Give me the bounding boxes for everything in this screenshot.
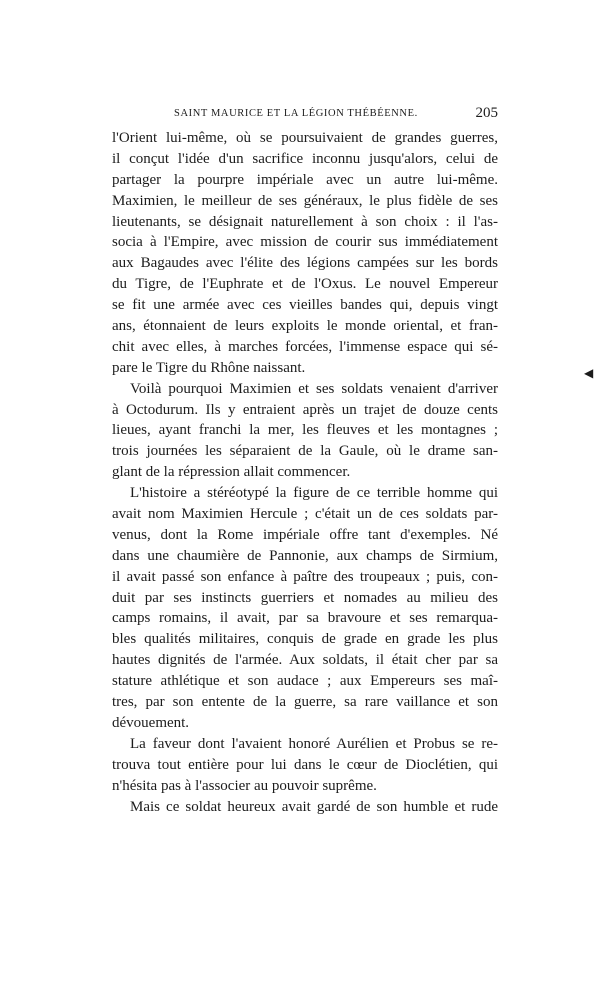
text-line: trouva tout entière pour lui dans le cœur de Dioclétien, qui <box>112 756 498 773</box>
text-line: bles qualités militaires, conquis de grade en grade les plus <box>112 631 498 648</box>
text-line: stature athlétique et son audace ; aux Empereurs ses maî- <box>112 673 498 690</box>
paragraph-end-line: pare le Tigre du Rhône naissant. <box>112 359 306 376</box>
text-line: hautes dignités de l'armée. Aux soldats, il était cher par sa <box>112 652 498 669</box>
text-line: lieutenants, se désignait naturellement à son choix : il l'as- <box>112 213 498 230</box>
paragraph-end-line: n'hésita pas à l'associer au pouvoir suprême. <box>112 777 377 794</box>
paragraph-start-line: Voilà pourquoi Maximien et ses soldats venaient d'arriver <box>130 380 498 397</box>
page-header <box>112 107 498 123</box>
text-line: du Tigre, de l'Euphrate et de l'Oxus. Le nouvel Empereur <box>112 276 498 293</box>
text-line: chit avec elles, à marches forcées, l'immense espace qui sé- <box>112 338 498 355</box>
paragraph-start-line: Mais ce soldat heureux avait gardé de son humble et rude <box>130 798 498 815</box>
text-line: dans une chaumière de Pannonie, aux champs de Sirmium, <box>112 547 498 564</box>
text-line: partager la pourpre impériale avec un autre lui-même. <box>112 171 498 188</box>
text-line: duit par ses instincts guerriers et nomades au milieu des <box>112 589 498 606</box>
text-line: lieues, ayant franchi la mer, les fleuves et les montagnes ; <box>112 422 498 439</box>
paragraph-start-line: La faveur dont l'avaient honoré Aurélien et Probus se re- <box>130 735 498 752</box>
text-line: trois journées les séparaient de la Gaule, où le drame san- <box>112 443 498 460</box>
text-line: venus, dont la Rome impériale offre tant d'exemples. Né <box>112 526 498 543</box>
text-line: camps romains, il avait, par sa bravoure et ses remarqua- <box>112 610 498 627</box>
text-line: à Octodurum. Ils y entraient après un trajet de douze cents <box>112 401 498 418</box>
margin-arrow-icon: ◀ <box>584 366 594 380</box>
text-line: se fit une armée avec ces vieilles bandes qui, depuis vingt <box>112 297 498 314</box>
text-line: l'Orient lui-même, où se poursuivaient de grandes guerres, <box>112 130 498 146</box>
text-line: avait nom Maximien Hercule ; c'était un de ces soldats par- <box>112 506 498 523</box>
running-head: SAINT MAURICE ET LA LÉGION THÉBÉENNE. <box>174 108 418 119</box>
body-text <box>112 128 498 817</box>
page-number: 205 <box>475 105 498 121</box>
text-line: aux Bagaudes avec l'élite des légions campées sur les bords <box>112 255 498 272</box>
text-line: il avait passé son enfance à paître des troupeaux ; puis, con- <box>112 568 498 585</box>
paragraph-start-line: L'histoire a stéréotypé la figure de ce terrible homme qui <box>130 485 498 502</box>
text-line: tres, par son entente de la guerre, sa rare vaillance et son <box>112 694 498 711</box>
text-line: socia à l'Empire, avec mission de courir sus immédiatement <box>112 234 498 251</box>
text-line: Maximien, le meilleur de ses généraux, le plus fidèle de ses <box>112 192 498 209</box>
paragraph-end-line: dévouement. <box>112 714 190 731</box>
paragraph-end-line: glant de la répression allait commencer. <box>112 464 351 481</box>
text-line: il conçut l'idée d'un sacrifice inconnu jusqu'alors, celui de <box>112 150 498 167</box>
text-line: ans, étonnaient de leurs exploits le monde oriental, et fran- <box>112 318 498 335</box>
